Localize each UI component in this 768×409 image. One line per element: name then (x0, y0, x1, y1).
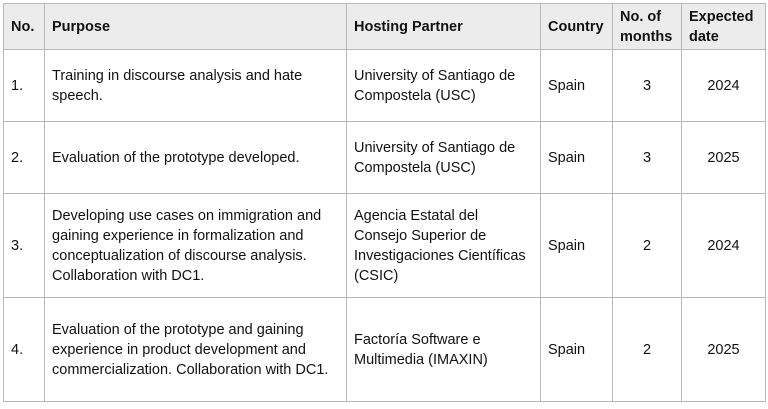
table-row (4, 50, 766, 122)
cell-no: 4. (4, 298, 45, 402)
table-row (4, 194, 766, 298)
header-hosting-partner: Hosting Partner (347, 4, 541, 50)
cell-purpose: Developing use cases on immigration and gaining experience in formalization and conceptualization of discourse analysis. Collaboration with DC1. (45, 194, 347, 298)
secondments-table (3, 3, 766, 402)
cell-hosting-partner: Agencia Estatal del Consejo Superior de Investigaciones Científicas (CSIC) (347, 194, 541, 298)
cell-country: Spain (541, 298, 613, 402)
header-row (4, 4, 766, 50)
header-expected-date: Expected date (682, 4, 766, 50)
cell-purpose: Evaluation of the prototype developed. (45, 122, 347, 194)
cell-expected-date: 2025 (682, 298, 766, 402)
cell-expected-date: 2025 (682, 122, 766, 194)
cell-hosting-partner: Factoría Software e Multimedia (IMAXIN) (347, 298, 541, 402)
header-no: No. (4, 4, 45, 50)
cell-country: Spain (541, 122, 613, 194)
cell-purpose: Evaluation of the prototype and gaining experience in product development and commercialization. Collaboration with DC1. (45, 298, 347, 402)
cell-hosting-partner: University of Santiago de Compostela (USC) (347, 50, 541, 122)
cell-months: 3 (613, 122, 682, 194)
cell-expected-date: 2024 (682, 50, 766, 122)
cell-months: 2 (613, 298, 682, 402)
table-row (4, 122, 766, 194)
cell-hosting-partner: University of Santiago de Compostela (USC) (347, 122, 541, 194)
cell-expected-date: 2024 (682, 194, 766, 298)
cell-no: 1. (4, 50, 45, 122)
header-months: No. of months (613, 4, 682, 50)
header-country: Country (541, 4, 613, 50)
cell-country: Spain (541, 50, 613, 122)
cell-months: 2 (613, 194, 682, 298)
cell-purpose: Training in discourse analysis and hate speech. (45, 50, 347, 122)
cell-months: 3 (613, 50, 682, 122)
cell-no: 3. (4, 194, 45, 298)
header-purpose: Purpose (45, 4, 347, 50)
cell-country: Spain (541, 194, 613, 298)
cell-no: 2. (4, 122, 45, 194)
table-row (4, 298, 766, 402)
